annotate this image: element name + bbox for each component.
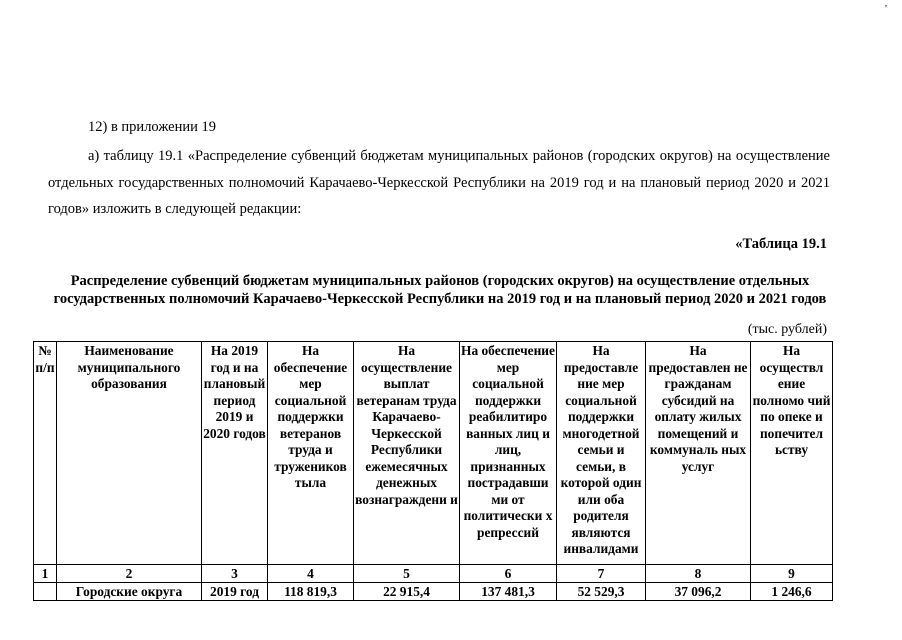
- column-number: 3: [202, 565, 268, 583]
- column-number: 1: [34, 565, 57, 583]
- header-cell-name: Наименование муниципального образования: [57, 342, 202, 565]
- table-cell-value: 22 915,4: [354, 583, 460, 601]
- table-cell-period: 2019 год: [202, 583, 268, 601]
- column-number: 2: [57, 565, 202, 583]
- header-cell-veterans-support: На обеспечение мер социальной поддержки ветеранов труда и тружеников тыла: [268, 342, 354, 565]
- corner-mark: ': [885, 3, 887, 15]
- header-cell-housing-subsidies: На предоставлен не гражданам субсидий на оплату жилых помещений и коммуналь ных услуг: [646, 342, 751, 565]
- table-cell-value: 37 096,2: [646, 583, 751, 601]
- header-cell-large-families: На предоставле ние мер социальной поддержки многодетной семьи и семьи, в которой один или оба родителя являются инвалидами: [557, 342, 646, 565]
- column-number: 9: [751, 565, 833, 583]
- header-cell-number: № п/п: [34, 342, 57, 565]
- column-number: 7: [557, 565, 646, 583]
- header-cell-guardianship: На осуществл ение полномо чий по опеке и попечител ьству: [751, 342, 833, 565]
- table-cell-value: 118 819,3: [268, 583, 354, 601]
- header-row: [34, 342, 833, 565]
- column-number-row: [34, 565, 833, 583]
- paragraph-a: а) таблицу 19.1 «Распределение субвенций бюджетам муниципальных районов (городских округов) на осуществление отдельных государственных полномочий Карачаево-Черкесской Республики на 2019 год и на плановый период 2020 и 2021 годов» изложить в следующей редакции:: [48, 148, 830, 217]
- table-row: [34, 583, 833, 601]
- table-cell-number: [34, 583, 57, 601]
- subvention-table: [33, 341, 833, 601]
- table-title: Распределение субвенций бюджетам муниципальных районов (городских округов) на осуществление отдельных государственных полномочий Карачаево-Черкесской Республики на 2019 год и на плановый период 2020 и 2021 годов: [53, 273, 827, 307]
- header-cell-rehabilitated: На обеспечение мер социальной поддержки реабилитиро ванных лиц и лиц, признанных пострадавши ми от политически х репрессий: [460, 342, 557, 565]
- header-cell-period: На 2019 год и на плановый период 2019 и 2020 годов: [202, 342, 268, 565]
- table-label: «Таблица 19.1: [735, 236, 827, 252]
- table-cell-value: 52 529,3: [557, 583, 646, 601]
- column-number: 8: [646, 565, 751, 583]
- column-number: 5: [354, 565, 460, 583]
- column-number: 6: [460, 565, 557, 583]
- table-cell-value: 137 481,3: [460, 583, 557, 601]
- table-cell-value: 1 246,6: [751, 583, 833, 601]
- header-cell-veterans-payments: На осуществление выплат ветеранам труда Карачаево-Черкесской Республики ежемесячных денежных вознаграждени и: [354, 342, 460, 565]
- table-cell-name: Городские округа: [57, 583, 202, 601]
- column-number: 4: [268, 565, 354, 583]
- paragraph-12: 12) в приложении 19: [88, 119, 216, 135]
- units-note: (тыс. рублей): [747, 322, 827, 337]
